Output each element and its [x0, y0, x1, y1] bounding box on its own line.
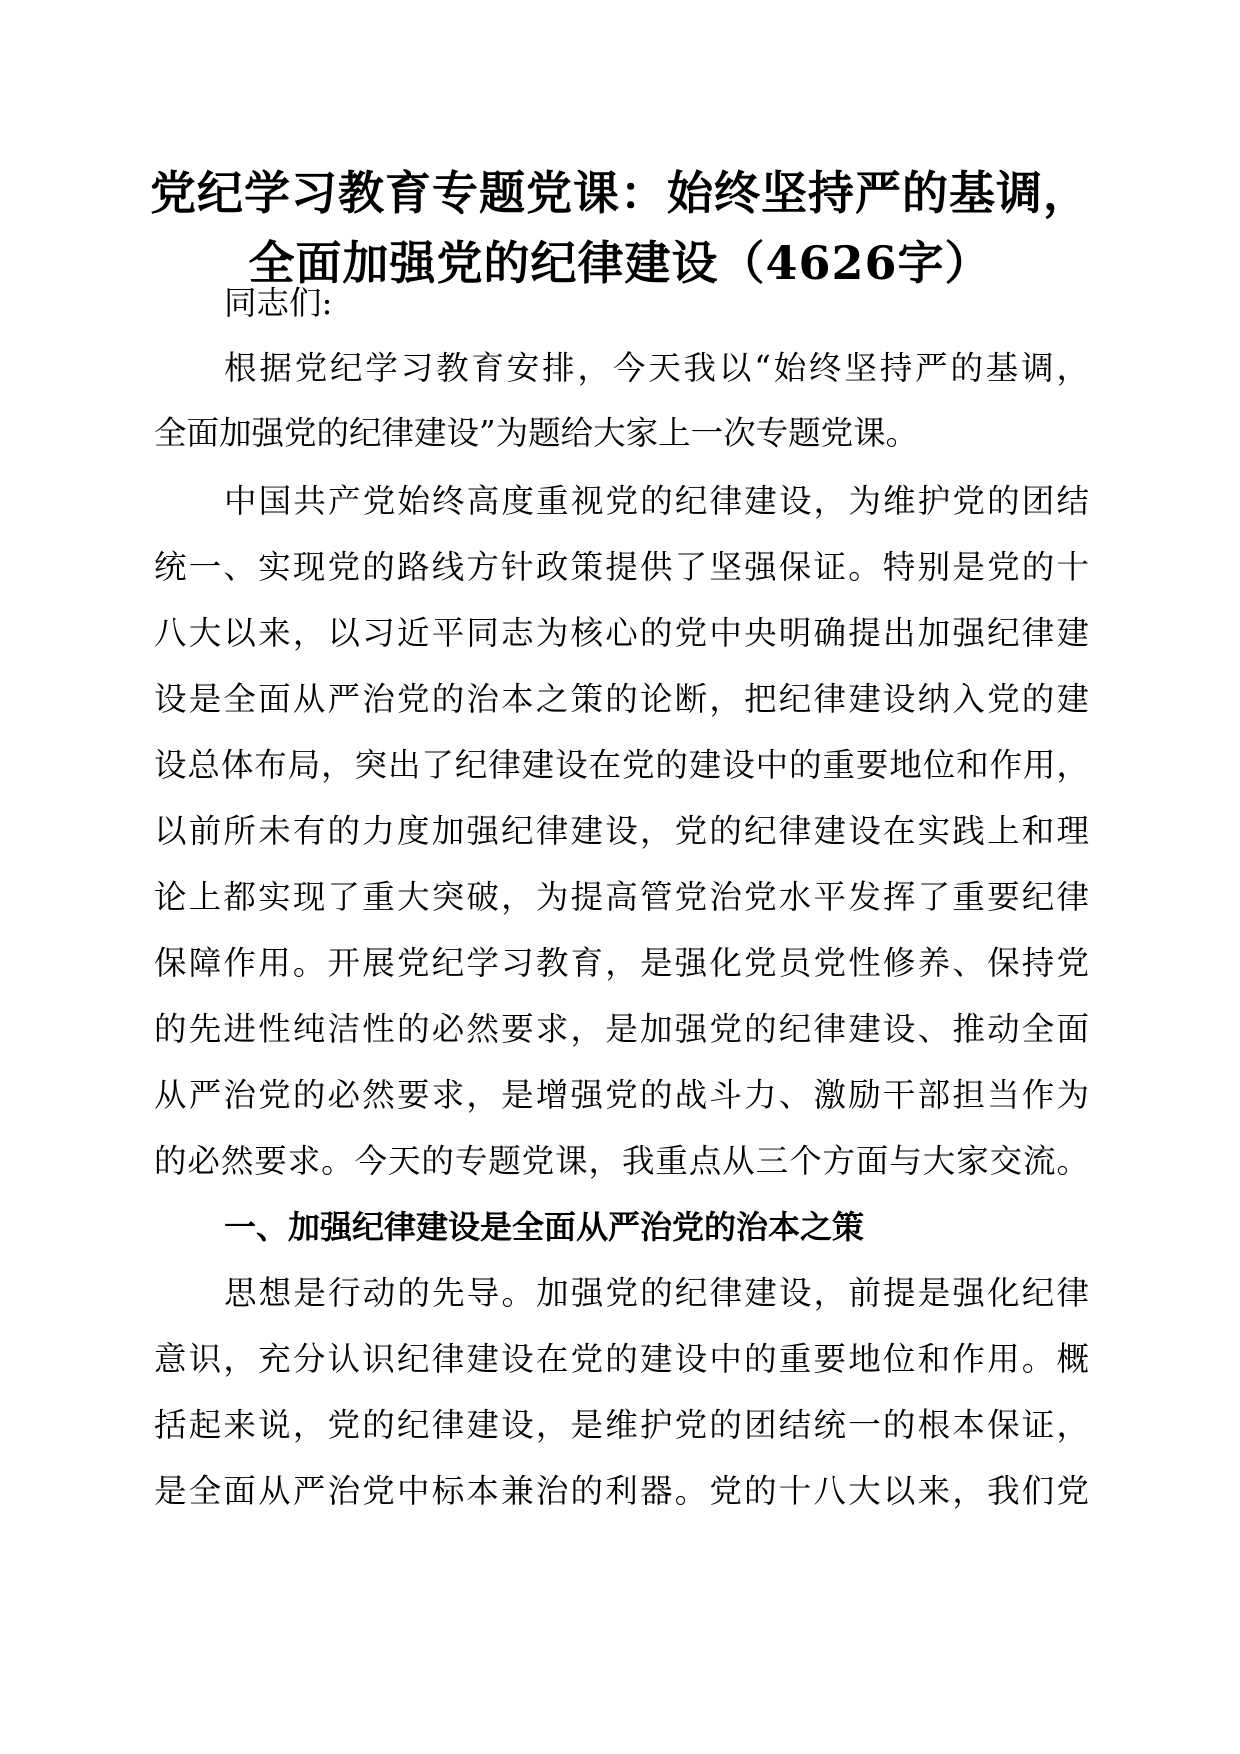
paragraph-line: 思想是行动的先导。加强党的纪律建设，前提是强化纪律 [224, 1274, 1089, 1312]
paragraph-line: 根据党纪学习教育安排，今天我以“始终坚持严的基调， [224, 349, 1089, 387]
paragraph-line: 全面加强党的纪律建设”为题给大家上一次专题党课。 [154, 414, 919, 452]
paragraph-line: 是全面从严治党中标本兼治的利器。党的十八大以来，我们党 [154, 1472, 1089, 1510]
paragraph-line: 以前所未有的力度加强纪律建设，党的纪律建设在实践上和理 [154, 812, 1089, 850]
paragraph-line: 括起来说，党的纪律建设，是维护党的团结统一的根本保证， [154, 1406, 1089, 1444]
paragraph-line: 保障作用。开展党纪学习教育，是强化党员党性修养、保持党 [154, 944, 1089, 982]
paragraph-line: 八大以来，以习近平同志为核心的党中央明确提出加强纪律建 [154, 614, 1089, 652]
paragraph-line: 统一、实现党的路线方针政策提供了坚强保证。特别是党的十 [154, 548, 1089, 586]
paragraph-line: 设是全面从严治党的治本之策的论断，把纪律建设纳入党的建 [154, 680, 1089, 718]
paragraph-line: 中国共产党始终高度重视党的纪律建设，为维护党的团结 [224, 482, 1089, 520]
paragraph-line: 从严治党的必然要求，是增强党的战斗力、激励干部担当作为 [154, 1076, 1089, 1114]
document-title-line-1: 党纪学习教育专题党课：始终坚持严的基调， [150, 166, 1090, 220]
paragraph-line: 论上都实现了重大突破，为提高管党治党水平发挥了重要纪律 [154, 878, 1089, 916]
paragraph-line: 的必然要求。今天的专题党课，我重点从三个方面与大家交流。 [154, 1142, 1089, 1180]
section-heading: 一、加强纪律建设是全面从严治党的治本之策 [224, 1208, 865, 1246]
document-title-line-2: 全面加强党的纪律建设（4626字） [248, 236, 992, 290]
paragraph-line: 设总体布局，突出了纪律建设在党的建设中的重要地位和作用， [154, 746, 1089, 784]
paragraph-line: 的先进性纯洁性的必然要求，是加强党的纪律建设、推动全面 [154, 1010, 1089, 1048]
paragraph-line: 意识，充分认识纪律建设在党的建设中的重要地位和作用。概 [154, 1340, 1089, 1378]
greeting: 同志们: [224, 284, 333, 322]
